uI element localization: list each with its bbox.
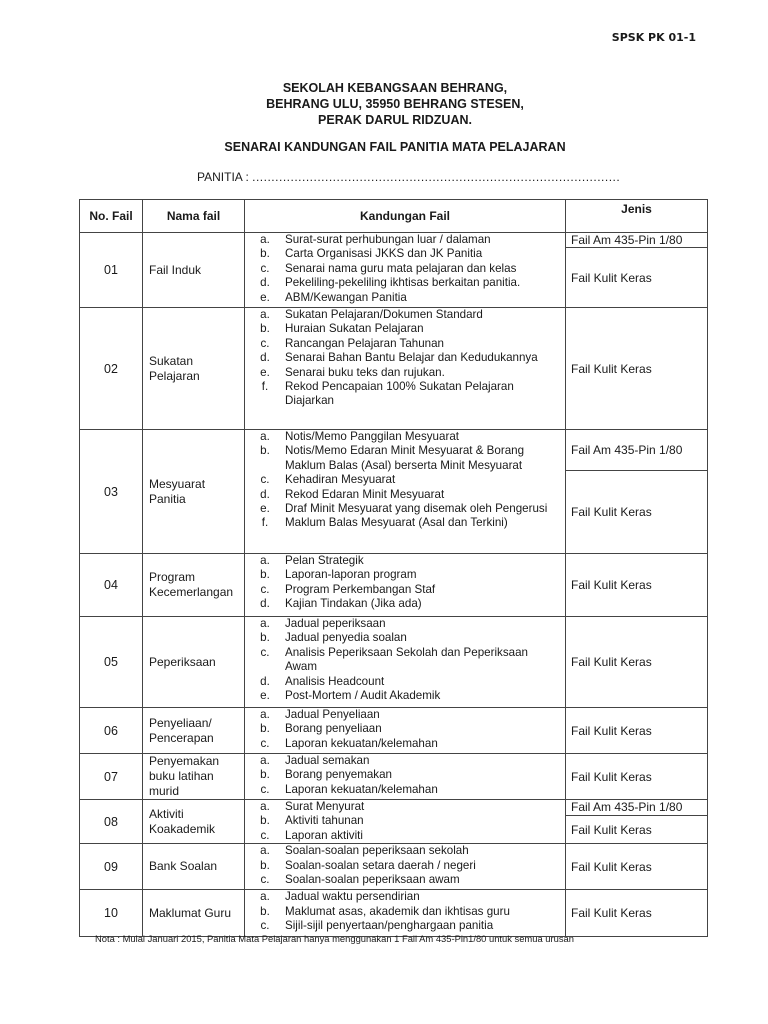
item-letter: a. [260,233,270,246]
item-text: Carta Organisasi JKKS dan JK Panitia [285,247,483,261]
item-letter: c. [260,736,270,750]
table-header-row [80,200,708,233]
school-state: PERAK DARUL RIDZUAN. [318,113,472,127]
school-name: SEKOLAH KEBANGSAAN BEHRANG, [282,81,508,95]
item-text: Huraian Sukatan Pelajaran [285,322,424,336]
item-text: Laporan-laporan program [285,568,417,582]
item-letter: a. [260,430,270,443]
item-text: Surat Menyurat [285,800,365,813]
item-text: Laporan kekuatan/kelemahan [285,736,438,750]
table-body [80,233,708,937]
file-type: Fail Kulit Keras [566,308,708,430]
item-letter: b. [260,768,270,782]
content-item [245,689,565,703]
file-number: 08 [80,800,143,844]
item-text: Jadual waktu persendirian [285,890,420,904]
file-type: Fail Kulit Keras [566,617,708,708]
school-header [0,80,768,128]
item-text: Sijil-sijil penyertaan/penghargaan panitia [285,919,494,933]
content-item [245,488,565,502]
item-text: Analisis Peperiksaan Sekolah dan Peperiksaan Awam [285,645,528,674]
panitia-label: PANITIA : [197,170,249,184]
item-text: Laporan aktiviti [285,828,363,842]
table-row [80,554,708,617]
content-item [245,708,565,722]
content-item [245,783,565,797]
content-item [245,905,565,919]
file-type-am: Fail Am 435-Pin 1/80 [566,233,708,248]
item-text: Maklum Balas Mesyuarat (Asal dan Terkini) [285,516,508,530]
content-item [245,722,565,736]
file-type: Fail Kulit Keras [566,754,708,800]
item-letter: d. [260,276,270,290]
item-text: Senarai buku teks dan rujukan. [285,365,445,379]
content-item [245,631,565,645]
item-text: Jadual semakan [285,754,370,767]
content-item [245,516,565,530]
document-title: SENARAI KANDUNGAN FAIL PANITIA MATA PELAJARAN [224,140,566,154]
file-contents [245,890,566,937]
content-item [245,337,565,351]
item-letter: e. [260,502,270,516]
item-letter: b. [260,814,270,828]
item-letter: a. [260,844,270,858]
file-name: Maklumat Guru [143,890,245,937]
item-letter: a. [260,554,270,567]
file-number: 09 [80,844,143,890]
file-number: 01 [80,233,143,308]
item-letter: c. [260,828,270,842]
content-item [245,380,565,409]
item-letter: e. [260,689,270,703]
panitia-blank: ................................................................................................ [252,170,621,184]
item-letter: a. [260,617,270,630]
item-letter: b. [260,322,270,336]
item-letter: c. [260,919,270,933]
file-name: Sukatan Pelajaran [143,308,245,430]
item-letter: a. [260,708,270,721]
table-row [80,844,708,890]
item-letter: e. [260,365,270,379]
document-code: SPSK PK 01-1 [611,31,696,44]
file-number: 06 [80,708,143,754]
item-letter: a. [260,308,270,321]
item-text: Rekod Pencapaian 100% Sukatan Pelajaran Diajarkan [285,380,514,408]
item-text: Maklumat asas, akademik dan ikhtisas guru [285,904,510,918]
table-row [80,708,708,754]
content-item [245,829,565,843]
item-letter: c. [260,782,270,796]
item-letter: d. [260,597,270,611]
item-letter: c. [260,473,270,487]
item-text: Borang penyemakan [285,768,392,782]
item-letter: b. [260,722,270,736]
item-letter: d. [260,351,270,365]
item-text: Soalan-soalan setara daerah / negeri [285,858,476,872]
item-letter: b. [260,444,270,458]
content-item [245,617,565,631]
content-item [245,844,565,858]
file-type-am: Fail Am 435-Pin 1/80 [566,430,708,471]
table-row [80,890,708,937]
item-letter: f. [261,380,269,394]
content-item [245,597,565,611]
file-type-kulit-keras: Fail Kulit Keras [566,815,708,843]
file-number: 02 [80,308,143,430]
content-item [245,890,565,904]
item-text: Rekod Edaran Minit Mesyuarat [285,487,445,501]
table-row [80,233,708,248]
item-text: Aktiviti tahunan [285,814,364,828]
file-name: Penyeliaan/ Pencerapan [143,708,245,754]
file-name: Mesyuarat Panitia [143,430,245,554]
content-item [245,322,565,336]
content-item [245,291,565,305]
file-number: 10 [80,890,143,937]
file-number: 04 [80,554,143,617]
item-letter: b. [260,631,270,645]
file-name: Penyemakan buku latihan murid [143,754,245,800]
file-type: Fail Kulit Keras [566,844,708,890]
file-contents [245,617,566,708]
item-text: Pelan Strategik [285,554,364,567]
item-letter: c. [260,873,270,887]
item-text: Soalan-soalan peperiksaan awam [285,873,460,887]
file-contents-table [79,199,708,937]
content-item [245,554,565,568]
file-number: 07 [80,754,143,800]
footnote: Nota : Mulai Januari 2015, Panitia Mata Pelajaran hanya menggunakan 1 Fail Am 435-Pin1/80 untuk semua urusan [95,933,574,944]
content-item [245,262,565,276]
file-number: 05 [80,617,143,708]
content-item [245,233,565,247]
item-text: Laporan kekuatan/kelemahan [285,782,438,796]
item-text: Post-Mortem / Audit Akademik [285,689,441,703]
file-name: Aktiviti Koakademik [143,800,245,844]
item-text: Program Perkembangan Staf [285,582,436,596]
header-nama-fail: Nama fail [143,200,245,233]
item-letter: c. [260,582,270,596]
item-text: Soalan-soalan peperiksaan sekolah [285,844,469,858]
item-text: Notis/Memo Edaran Minit Mesyuarat & Borang Maklum Balas (Asal) berserta Minit Mesyuarat [285,444,525,472]
item-text: Surat-surat perhubungan luar / dalaman [285,233,491,246]
file-name: Peperiksaan [143,617,245,708]
file-type: Fail Kulit Keras [566,554,708,617]
content-item [245,276,565,290]
item-text: Draf Minit Mesyuarat yang disemak oleh Pengerusi [285,502,548,516]
content-item [245,351,565,365]
item-text: Kajian Tindakan (Jika ada) [285,597,422,611]
content-item [245,646,565,675]
item-letter: c. [260,336,270,350]
item-text: Jadual penyedia soalan [285,631,407,645]
content-item [245,919,565,933]
file-type-kulit-keras: Fail Kulit Keras [566,248,708,308]
content-item [245,247,565,261]
item-text: Senarai nama guru mata pelajaran dan kelas [285,261,517,275]
content-item [245,444,565,473]
item-letter: a. [260,890,270,904]
item-text: Analisis Headcount [285,674,385,688]
item-letter: b. [260,568,270,582]
item-letter: c. [260,645,270,659]
content-item [245,583,565,597]
file-contents [245,308,566,430]
content-item [245,873,565,887]
file-type: Fail Kulit Keras [566,708,708,754]
item-letter: f. [261,516,269,530]
table-row [80,754,708,800]
file-contents [245,800,566,844]
content-item [245,473,565,487]
item-text: Pekeliling-pekeliling ikhtisas berkaitan panitia. [285,276,521,290]
item-letter: e. [260,290,270,304]
item-text: Senarai Bahan Bantu Belajar dan Kedudukannya [285,351,538,365]
file-contents [245,708,566,754]
content-item [245,502,565,516]
content-item [245,859,565,873]
file-contents [245,754,566,800]
table-row [80,308,708,430]
item-letter: d. [260,674,270,688]
content-item [245,308,565,322]
header-jenis: Jenis [566,200,708,233]
file-name: Bank Soalan [143,844,245,890]
content-item [245,568,565,582]
table-row [80,430,708,471]
file-contents [245,554,566,617]
panitia-field [197,170,620,184]
file-type-am: Fail Am 435-Pin 1/80 [566,800,708,816]
file-contents [245,430,566,554]
school-address: BEHRANG ULU, 35950 BEHRANG STESEN, [266,97,524,111]
file-name: Fail Induk [143,233,245,308]
item-text: Borang penyeliaan [285,722,382,736]
file-contents [245,844,566,890]
item-text: Sukatan Pelajaran/Dokumen Standard [285,308,483,321]
header-kandungan-fail: Kandungan Fail [245,200,566,233]
file-number: 03 [80,430,143,554]
content-item [245,754,565,768]
content-item [245,366,565,380]
item-text: ABM/Kewangan Panitia [285,290,407,304]
item-letter: b. [260,858,270,872]
content-item [245,814,565,828]
item-text: Jadual Penyeliaan [285,708,380,721]
item-letter: a. [260,754,270,767]
item-text: Kehadiran Mesyuarat [285,473,396,487]
content-item [245,800,565,814]
item-letter: c. [260,261,270,275]
item-letter: a. [260,800,270,813]
item-text: Rancangan Pelajaran Tahunan [285,336,445,350]
content-item [245,737,565,751]
table-row [80,617,708,708]
item-letter: d. [260,487,270,501]
table-row [80,800,708,816]
file-name: Program Kecemerlangan [143,554,245,617]
item-letter: b. [260,904,270,918]
content-item [245,768,565,782]
content-item [245,675,565,689]
file-type-kulit-keras: Fail Kulit Keras [566,471,708,554]
file-type: Fail Kulit Keras [566,890,708,937]
content-item [245,430,565,444]
item-text: Jadual peperiksaan [285,617,386,630]
header-no-fail: No. Fail [80,200,143,233]
file-contents [245,233,566,308]
item-text: Notis/Memo Panggilan Mesyuarat [285,430,459,443]
item-letter: b. [260,247,270,261]
